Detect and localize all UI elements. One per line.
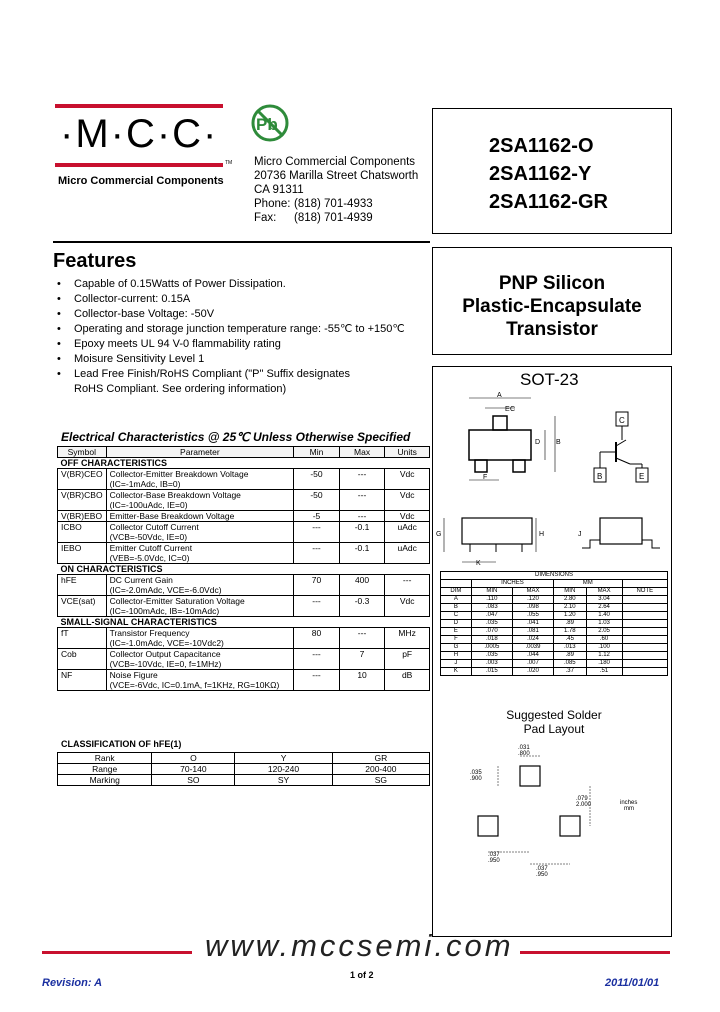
description-line: PNP Silicon xyxy=(498,273,606,294)
unit-cell: uAdc xyxy=(385,522,430,543)
dim-cell: .003 xyxy=(471,660,512,668)
min-cell: -50 xyxy=(294,490,340,511)
feature-item: • Lead Free Finish/RoHS Compliant ("P" Suffix designates xyxy=(57,367,427,382)
dim-header: MAX xyxy=(512,588,553,596)
dim-row xyxy=(441,620,668,628)
dim-cell: .055 xyxy=(512,612,553,620)
elec-header: Units xyxy=(385,447,430,458)
classification-cell: Range xyxy=(58,764,152,775)
dim-cell: .60 xyxy=(586,636,622,644)
dim-cell: .085 xyxy=(554,660,587,668)
solder-title-line: Pad Layout xyxy=(523,722,585,736)
dim-cell: .035 xyxy=(471,652,512,660)
dim-cell: 1.40 xyxy=(586,612,622,620)
parameter-name: Emitter Cutoff Current xyxy=(109,543,193,553)
min-cell: --- xyxy=(294,543,340,564)
dim-cell: .51 xyxy=(586,668,622,676)
min-cell: --- xyxy=(294,522,340,543)
max-cell: 400 xyxy=(339,575,385,596)
parameter-name: Collector-Emitter Breakdown Voltage xyxy=(109,469,249,479)
symbol-cell: VCE(sat) xyxy=(58,596,107,617)
dim-cell xyxy=(622,620,667,628)
feature-item: • Epoxy meets UL 94 V-0 flammability rating xyxy=(57,337,427,352)
min-cell: --- xyxy=(294,596,340,617)
parameter-cell xyxy=(106,596,294,617)
dim-row xyxy=(441,596,668,604)
phone-label: Phone: xyxy=(254,198,291,210)
solder-dim: 2.000 xyxy=(576,802,592,808)
package-top-view xyxy=(455,392,565,482)
section-title: OFF CHARACTERISTICS xyxy=(58,458,430,469)
part-numbers-box xyxy=(432,108,672,234)
parameter-cell xyxy=(106,649,294,670)
dim-cell xyxy=(622,668,667,676)
parameter-condition: (VCB=-10Vdc, IE=0, f=1MHz) xyxy=(109,659,222,669)
parameter-condition: (VCE=-6Vdc, IC=0.1mA, f=1KHz, RG=10KΩ) xyxy=(109,680,280,690)
max-cell: 10 xyxy=(339,670,385,691)
classification-row xyxy=(58,775,430,786)
unit-cell: MHz xyxy=(385,628,430,649)
revision: Revision: A xyxy=(42,977,103,989)
elec-row xyxy=(58,522,430,543)
min-cell: 80 xyxy=(294,628,340,649)
solder-units: mm xyxy=(624,806,634,812)
dim-cell: .013 xyxy=(554,644,587,652)
dim-cell: .035 xyxy=(471,620,512,628)
solder-dim: .031 xyxy=(518,745,530,751)
dim-cell: G xyxy=(441,644,472,652)
dim-row xyxy=(441,660,668,668)
dim-cell: 1.78 xyxy=(554,628,587,636)
dim-cell xyxy=(622,612,667,620)
max-cell: --- xyxy=(339,511,385,522)
features-title: Features xyxy=(53,250,137,272)
dim-cell: .015 xyxy=(471,668,512,676)
dim-cell xyxy=(622,604,667,612)
dim-cell: .020 xyxy=(512,668,553,676)
elec-header: Parameter xyxy=(106,447,294,458)
symbol-cell: V(BR)CBO xyxy=(58,490,107,511)
dim-header-blank xyxy=(441,580,472,588)
dim-cell: .024 xyxy=(512,636,553,644)
feature-item: • Operating and storage junction temperature range: -55℃ to +150℃ xyxy=(57,322,427,337)
dim-cell: K xyxy=(441,668,472,676)
page-number: 1 of 2 xyxy=(350,970,374,980)
pin-b-label: B xyxy=(597,472,603,481)
unit-cell: --- xyxy=(385,575,430,596)
dim-cell: F xyxy=(441,636,472,644)
dim-cell: .098 xyxy=(512,604,553,612)
company-address xyxy=(254,155,418,225)
elec-row xyxy=(58,490,430,511)
dim-letter-e: E xyxy=(505,406,510,413)
description-line: Plastic-Encapsulate xyxy=(462,296,642,317)
unit-cell: uAdc xyxy=(385,543,430,564)
unit-cell: Vdc xyxy=(385,490,430,511)
solder-dim: .037 xyxy=(536,866,548,872)
dim-cell: H xyxy=(441,652,472,660)
symbol-cell: hFE xyxy=(58,575,107,596)
address-line-2: 20736 Marilla Street Chatsworth xyxy=(254,170,419,182)
unit-cell: Vdc xyxy=(385,511,430,522)
solder-dim: .800 xyxy=(518,751,530,757)
classification-cell: 200-400 xyxy=(332,764,429,775)
max-cell: -0.1 xyxy=(339,522,385,543)
address-fax xyxy=(254,211,418,225)
dim-row xyxy=(441,604,668,612)
section-title: SMALL-SIGNAL CHARACTERISTICS xyxy=(58,617,430,628)
parameter-name: Collector-Emitter Saturation Voltage xyxy=(109,596,245,606)
dim-cell: .047 xyxy=(471,612,512,620)
symbol-cell: ICBO xyxy=(58,522,107,543)
dim-cell: .081 xyxy=(512,628,553,636)
solder-dim: .037 xyxy=(488,852,500,858)
symbol-cell: fT xyxy=(58,628,107,649)
parameter-cell xyxy=(106,575,294,596)
logo-subtitle: Micro Commercial Components xyxy=(58,175,224,187)
elec-row xyxy=(58,511,430,522)
solder-dim: .950 xyxy=(536,872,548,878)
dim-cell xyxy=(622,628,667,636)
parameter-name: Collector-Base Breakdown Voltage xyxy=(109,490,241,500)
dim-cell xyxy=(622,652,667,660)
dim-cell xyxy=(622,596,667,604)
dim-letter-d: D xyxy=(535,439,541,446)
dim-row xyxy=(441,644,668,652)
symbol-cell: Cob xyxy=(58,649,107,670)
dim-cell: .89 xyxy=(554,620,587,628)
dim-letter-k: K xyxy=(476,560,481,567)
parameter-condition: (IC=-1mAdc, IB=0) xyxy=(109,479,181,489)
pin-e-label: E xyxy=(639,472,645,481)
dim-cell: .100 xyxy=(586,644,622,652)
dim-cell: .041 xyxy=(512,620,553,628)
classification-row xyxy=(58,753,430,764)
classification-cell: SG xyxy=(332,775,429,786)
dim-cell: .45 xyxy=(554,636,587,644)
dim-unit-mm: MM xyxy=(554,580,623,588)
elec-header-row xyxy=(58,447,430,458)
classification-cell: Marking xyxy=(58,775,152,786)
address-line-3: CA 91311 xyxy=(254,184,304,196)
max-cell: -0.1 xyxy=(339,543,385,564)
package-side-view xyxy=(436,512,556,567)
dim-letter-g: G xyxy=(436,531,442,538)
dimensions-title: DIMENSIONS xyxy=(441,572,668,580)
parameter-cell xyxy=(106,670,294,691)
solder-pad-layout xyxy=(460,744,660,879)
elec-header: Symbol xyxy=(58,447,107,458)
elec-row xyxy=(58,575,430,596)
parameter-name: Collector Cutoff Current xyxy=(109,522,199,532)
dim-letter-f: F xyxy=(483,474,488,481)
symbol-cell: IEBO xyxy=(58,543,107,564)
dim-row xyxy=(441,652,668,660)
pb-text: Pb xyxy=(256,115,278,134)
part-number: 2SA1162-Y xyxy=(489,163,592,185)
dim-letter-c: C xyxy=(510,406,516,413)
symbol-cell: V(BR)CEO xyxy=(58,469,107,490)
classification-cell: SO xyxy=(152,775,235,786)
classification-title: CLASSIFICATION OF hFE(1) xyxy=(61,739,182,749)
dim-header: DIM xyxy=(441,588,472,596)
solder-dim: .079 xyxy=(576,796,588,802)
dim-header: MAX xyxy=(586,588,622,596)
dim-cell: E xyxy=(441,628,472,636)
section-row xyxy=(58,458,430,469)
unit-cell: Vdc xyxy=(385,469,430,490)
part-number: 2SA1162-O xyxy=(489,135,594,157)
feature-item: • Moisure Sensitivity Level 1 xyxy=(57,352,427,367)
dim-cell: J xyxy=(441,660,472,668)
footer-rule-left xyxy=(42,951,192,954)
dim-cell: 2.05 xyxy=(586,628,622,636)
header-divider xyxy=(53,241,430,243)
parameter-cell xyxy=(106,490,294,511)
website-url[interactable]: www.mccsemi.com xyxy=(205,928,514,963)
dim-letter-h: H xyxy=(539,531,545,538)
parameter-cell xyxy=(106,543,294,564)
dim-cell: .37 xyxy=(554,668,587,676)
max-cell: --- xyxy=(339,469,385,490)
parameter-condition: (IC=-1.0mAdc, VCE=-10Vdc2) xyxy=(109,638,224,648)
solder-dim: .900 xyxy=(470,776,482,782)
dim-cell: 2.10 xyxy=(554,604,587,612)
dim-cell: .89 xyxy=(554,652,587,660)
dim-cell: D xyxy=(441,620,472,628)
revision-date: 2011/01/01 xyxy=(605,977,660,989)
max-cell: --- xyxy=(339,490,385,511)
section-row xyxy=(58,617,430,628)
features-list xyxy=(57,277,427,397)
parameter-name: Noise Figure xyxy=(109,670,158,680)
dim-row xyxy=(441,628,668,636)
address-line-1: Micro Commercial Components xyxy=(254,156,416,168)
mcc-logo: ·M·C·C· xyxy=(60,112,219,156)
elec-row xyxy=(58,628,430,649)
dim-cell xyxy=(622,644,667,652)
elec-row xyxy=(58,670,430,691)
part-number: 2SA1162-GR xyxy=(489,191,608,213)
solder-units: inches xyxy=(620,800,638,806)
trademark: TM xyxy=(225,160,233,166)
parameter-cell xyxy=(106,511,294,522)
feature-item: • Capable of 0.15Watts of Power Dissipation. xyxy=(57,277,427,292)
dim-cell: .007 xyxy=(512,660,553,668)
package-name: SOT-23 xyxy=(520,370,579,389)
dim-cell: .070 xyxy=(471,628,512,636)
footer-rule-right xyxy=(520,951,670,954)
classification-row xyxy=(58,764,430,775)
dim-cell xyxy=(622,636,667,644)
dim-cell: .0039 xyxy=(512,644,553,652)
unit-cell: pF xyxy=(385,649,430,670)
max-cell: -0.3 xyxy=(339,596,385,617)
parameter-cell xyxy=(106,628,294,649)
elec-header: Min xyxy=(294,447,340,458)
classification-cell: GR xyxy=(332,753,429,764)
dim-header: NOTE xyxy=(622,588,667,596)
parameter-name: Transistor Frequency xyxy=(109,628,190,638)
dim-cell: .120 xyxy=(512,596,553,604)
elec-header: Max xyxy=(339,447,385,458)
logo-red-bar-top xyxy=(55,104,223,108)
elec-row xyxy=(58,649,430,670)
dim-cell xyxy=(622,660,667,668)
feature-item: • Collector-current: 0.15A xyxy=(57,292,427,307)
dim-letter-a: A xyxy=(497,392,502,399)
logo-red-bar-bottom xyxy=(55,163,223,167)
classification-cell: O xyxy=(152,753,235,764)
feature-item-continued: RoHS Compliant. See ordering information) xyxy=(74,383,287,395)
classification-cell: Rank xyxy=(58,753,152,764)
max-cell: --- xyxy=(339,628,385,649)
dim-cell: 2.80 xyxy=(554,596,587,604)
unit-cell: Vdc xyxy=(385,596,430,617)
parameter-condition: (VEB=-5.0Vdc, IC=0) xyxy=(109,553,190,563)
symbol-cell: NF xyxy=(58,670,107,691)
phone-number: (818) 701-4933 xyxy=(294,198,373,210)
parameter-condition: (VCB=-50Vdc, IE=0) xyxy=(109,532,188,542)
dim-header: MIN xyxy=(471,588,512,596)
classification-table xyxy=(57,752,430,786)
dim-header-blank xyxy=(622,580,667,588)
dim-cell: 3.04 xyxy=(586,596,622,604)
dim-cell: .083 xyxy=(471,604,512,612)
description-line: Transistor xyxy=(506,319,598,340)
parameter-cell xyxy=(106,469,294,490)
package-end-view xyxy=(574,512,668,557)
dim-cell: 1.03 xyxy=(586,620,622,628)
dim-cell: .180 xyxy=(586,660,622,668)
min-cell: 70 xyxy=(294,575,340,596)
dim-row xyxy=(441,612,668,620)
dim-header: MIN xyxy=(554,588,587,596)
electrical-table xyxy=(57,446,430,691)
dim-letter-b: B xyxy=(556,439,561,446)
pin-c-label: C xyxy=(619,416,625,425)
pin-diagram xyxy=(592,410,658,486)
classification-cell: SY xyxy=(235,775,332,786)
section-title: ON CHARACTERISTICS xyxy=(58,564,430,575)
parameter-cell xyxy=(106,522,294,543)
classification-cell: 120-240 xyxy=(235,764,332,775)
dim-row xyxy=(441,636,668,644)
dim-unit-inches: INCHES xyxy=(471,580,553,588)
parameter-name: DC Current Gain xyxy=(109,575,173,585)
dim-cell: B xyxy=(441,604,472,612)
pb-free-icon xyxy=(244,103,300,147)
classification-cell: 70-140 xyxy=(152,764,235,775)
dim-cell: .044 xyxy=(512,652,553,660)
min-cell: --- xyxy=(294,670,340,691)
elec-title: Electrical Characteristics @ 25℃ Unless Otherwise Specified xyxy=(61,430,411,444)
dim-cell: 1.12 xyxy=(586,652,622,660)
elec-row xyxy=(58,543,430,564)
solder-dim: .035 xyxy=(470,770,482,776)
solder-pad-title xyxy=(496,708,612,736)
dim-cell: 1.20 xyxy=(554,612,587,620)
parameter-condition: (IC=-2.0mAdc, VCE=-6.0Vdc) xyxy=(109,585,222,595)
dim-cell: .110 xyxy=(471,596,512,604)
description-box xyxy=(432,247,672,355)
dim-cell: 2.64 xyxy=(586,604,622,612)
fax-label: Fax: xyxy=(254,212,277,224)
classification-cell: Y xyxy=(235,753,332,764)
parameter-condition: (IC=-100mAdc, IB=-10mAdc) xyxy=(109,606,220,616)
min-cell: -50 xyxy=(294,469,340,490)
elec-row xyxy=(58,596,430,617)
symbol-cell: V(BR)EBO xyxy=(58,511,107,522)
solder-dim: .950 xyxy=(488,858,500,864)
min-cell: --- xyxy=(294,649,340,670)
unit-cell: dB xyxy=(385,670,430,691)
section-row xyxy=(58,564,430,575)
dim-letter-j: J xyxy=(578,531,582,538)
feature-item: • Collector-base Voltage: -50V xyxy=(57,307,427,322)
solder-title-line: Suggested Solder xyxy=(506,708,602,722)
dimensions-table xyxy=(440,571,668,676)
dim-cell: C xyxy=(441,612,472,620)
address-phone xyxy=(254,197,418,211)
dim-cell: .018 xyxy=(471,636,512,644)
parameter-name: Emitter-Base Breakdown Voltage xyxy=(109,511,235,521)
max-cell: 7 xyxy=(339,649,385,670)
min-cell: -5 xyxy=(294,511,340,522)
elec-row xyxy=(58,469,430,490)
dim-cell: .0005 xyxy=(471,644,512,652)
parameter-condition: (IC=-100uAdc, IE=0) xyxy=(109,500,188,510)
fax-number: (818) 701-4939 xyxy=(294,212,373,224)
parameter-name: Collector Output Capacitance xyxy=(109,649,221,659)
dim-cell: A xyxy=(441,596,472,604)
dim-row xyxy=(441,668,668,676)
